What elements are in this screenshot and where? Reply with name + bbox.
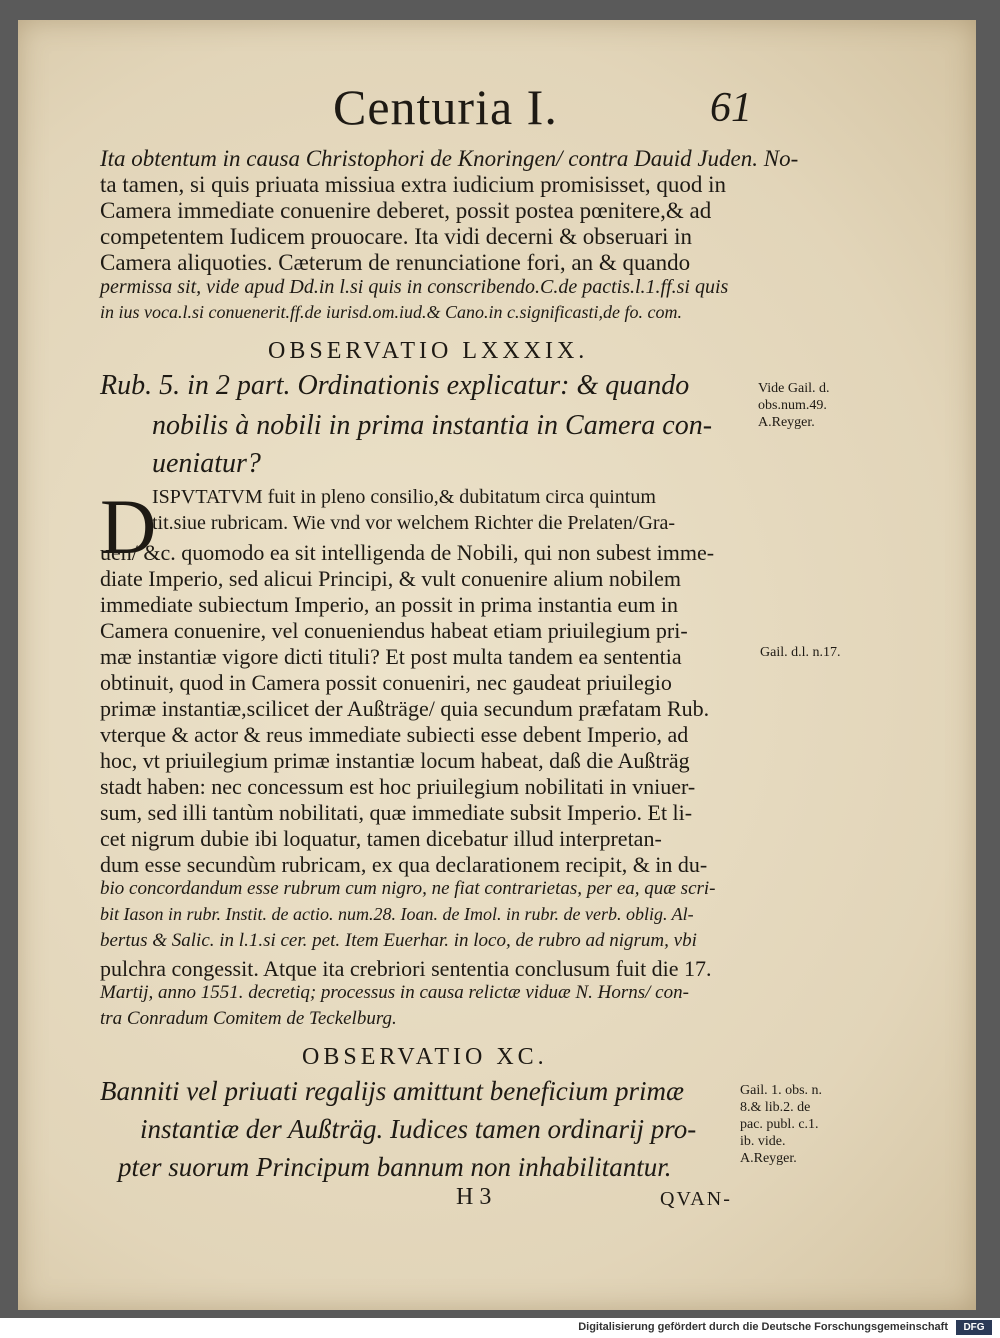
text-line: immediate subiectum Imperio, an possit in prima instantia eum in	[100, 592, 678, 617]
text-line: ta tamen, si quis priuata missiua extra iudicium promisisset, quod in	[100, 172, 727, 197]
rubric-line: Banniti vel priuati regalijs amittunt beneficium primæ	[100, 1076, 684, 1106]
text-line: in ius voca.l.si conuenerit.ff.de iurisd.om.iud.& Cano.in c.significasti,de fo. com.	[100, 302, 682, 322]
text-line: vterque & actor & reus immediate subiecti esse debent Imperio, ad	[100, 722, 689, 747]
rubric-line: ueniatur?	[152, 448, 261, 479]
text-line: diate Imperio, sed alicui Principi, & vult conuenire alium nobilem	[100, 566, 682, 591]
text-line: hoc, vt priuilegium primæ instantiæ locum habeat, daß die Außträg	[100, 748, 690, 773]
rubric-line: nobilis à nobili in prima instantia in Camera con-	[152, 410, 713, 441]
rubric-line: Rub. 5. in 2 part. Ordinationis explicatur: & quando	[100, 370, 690, 401]
text-line: uen/ &c. quomodo ea sit intelligenda de Nobili, qui non subest imme-	[100, 540, 715, 565]
margin-note: Gail. 1. obs. n. 8.& lib.2. de pac. publ. c.1. ib. vide. A.Reyger.	[740, 1083, 823, 1166]
drop-capital: D	[100, 483, 157, 570]
text-line: Camera aliquoties. Cæterum de renunciatione fori, an & quando	[100, 250, 691, 275]
rubric-line: instantiæ der Außträg. Iudices tamen ordinarij pro-	[140, 1114, 697, 1144]
text-line: cet nigrum dubie ibi loquatur, tamen dicebatur illud interpretan-	[100, 826, 662, 851]
text-line: Camera conuenire, vel conueniendus habeat etiam priuilegium pri-	[100, 618, 688, 643]
observation-heading: OBSERVATIO XC.	[302, 1044, 548, 1070]
margin-note: Vide Gail. d. obs.num.49. A.Reyger.	[758, 381, 830, 430]
signature-mark: H 3	[456, 1184, 492, 1210]
text-line: Ita obtentum in causa Christophori de Knoringen/ contra Dauid Juden. No-	[100, 146, 799, 171]
text-line: obtinuit, quod in Camera possit conueniri, nec gaudeat priuilegio	[100, 670, 672, 695]
funding-credit: Digitalisierung gefördert durch die Deutsche Forschungsgemeinschaft	[578, 1321, 948, 1333]
book-page	[18, 20, 976, 1310]
text-line: tit.siue rubricam. Wie vnd vor welchem Richter die Prelaten/Gra-	[152, 512, 676, 534]
running-title: Centuria I.	[333, 79, 558, 135]
text-line: Martij, anno 1551. decretiq; processus in causa relictæ viduæ N. Horns/ con-	[100, 982, 689, 1003]
text-line: bio concordandum esse rubrum cum nigro, ne fiat contrarietas, per ea, quæ scri-	[100, 878, 716, 899]
rubric-line: pter suorum Principum bannum non inhabilitantur.	[118, 1152, 672, 1182]
text-line: tra Conradum Comitem de Teckelburg.	[100, 1008, 397, 1029]
text-line: primæ instantiæ,scilicet der Außträge/ quia secundum præfatam Rub.	[100, 696, 710, 721]
text-line: sum, sed illi tantùm nobilitati, quæ immediate subsit Imperio. Et li-	[100, 800, 693, 825]
text-line: bit Iason in rubr. Instit. de actio. num.28. Ioan. de Imol. in rubr. de verb. oblig. Al-	[100, 904, 694, 924]
dfg-logo: DFG	[956, 1320, 992, 1335]
text-line: stadt haben: nec concessum est hoc priuilegium nobilitati in vniuer-	[100, 774, 696, 799]
catchword: QVAN-	[660, 1188, 732, 1210]
margin-note: Gail. d.l. n.17.	[760, 645, 841, 660]
digitization-footer	[0, 1318, 1000, 1338]
page-number: 61	[710, 85, 752, 131]
text-line: competentem Iudicem prouocare. Ita vidi decerni & obseruari in	[100, 224, 693, 249]
text-line: mæ instantiæ vigore dicti tituli? Et post multa tandem ea sententia	[100, 644, 682, 669]
text-line: Camera immediate conuenire deberet, possit postea pœnitere,& ad	[100, 198, 712, 223]
text-line: ISPVTATVM fuit in pleno consilio,& dubitatum circa quintum	[152, 486, 656, 508]
text-line: dum esse secundùm rubricam, ex qua declarationem recipit, & in du-	[100, 852, 708, 877]
observation-heading: OBSERVATIO LXXXIX.	[268, 338, 589, 364]
text-line: permissa sit, vide apud Dd.in l.si quis in conscribendo.C.de pactis.l.1.ff.si quis	[100, 276, 729, 298]
text-line: bertus & Salic. in l.1.si cer. pet. Item Euerhar. in loco, de rubro ad nigrum, vbi	[100, 930, 697, 951]
text-line: pulchra congessit. Atque ita crebriori sententia conclusum fuit die 17.	[100, 956, 712, 981]
